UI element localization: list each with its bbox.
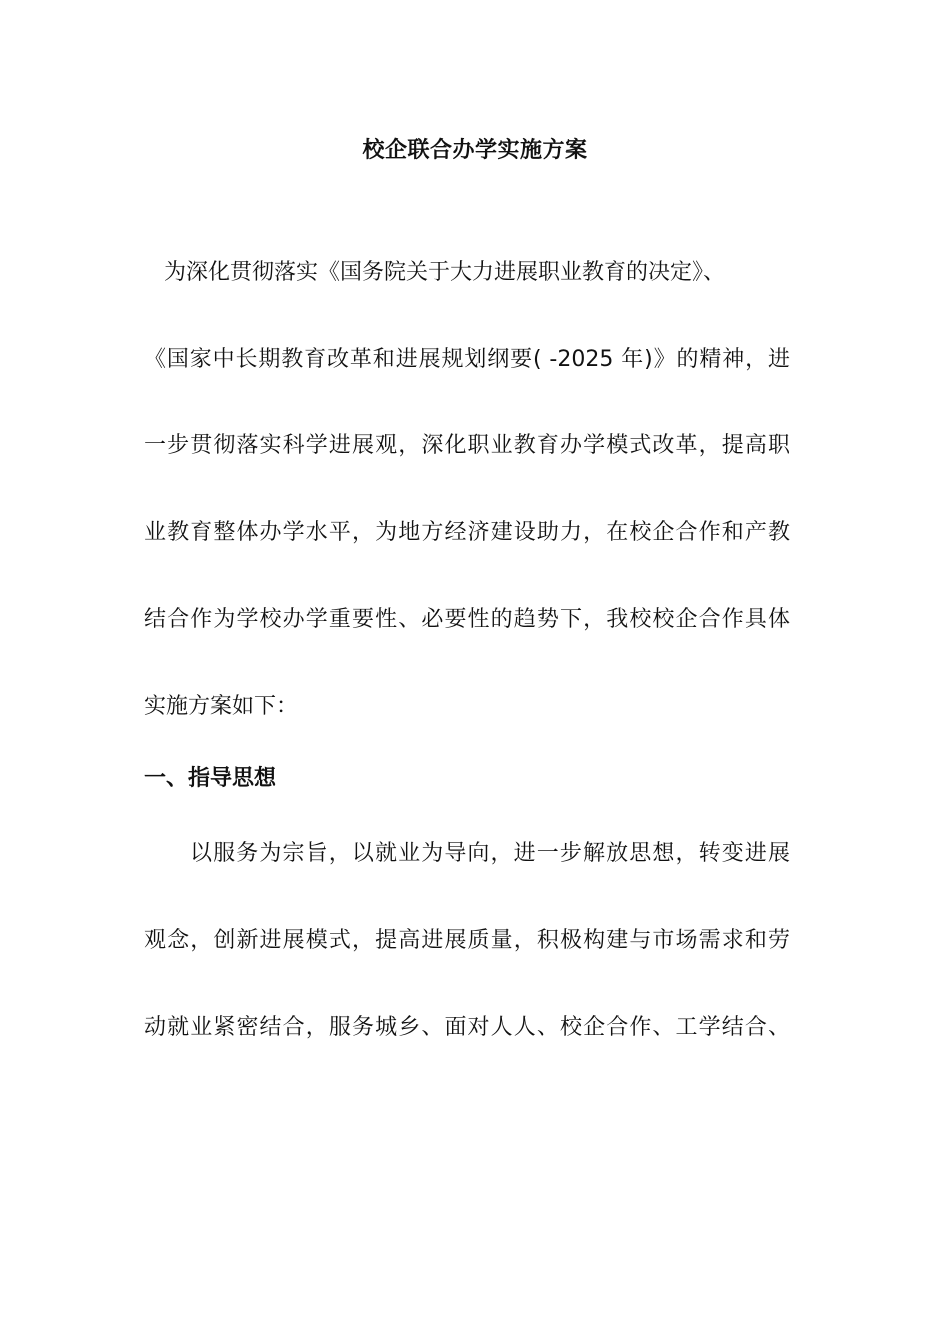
document-title: 校企联合办学实施方案 [362,138,588,163]
paragraph-line: 业教育整体办学水平，为地方经济建设助力，在校企合作和产教 [144,520,790,545]
paragraph-line: 实施方案如下： [144,694,299,719]
paragraph-line: 动就业紧密结合，服务城乡、面对人人、校企合作、工学结合、 [144,1015,790,1040]
paragraph-line: 一步贯彻落实科学进展观，深化职业教育办学模式改革，提高职 [144,433,790,458]
paragraph-line: 《国家中长期教育改革和进展规划纲要( -2025 年)》的精神，进 [144,347,790,372]
paragraph-line: 观念，创新进展模式，提高进展质量，积极构建与市场需求和劳 [144,928,790,953]
paragraph-line: 以服务为宗旨，以就业为导向，进一步解放思想，转变进展 [190,841,790,866]
paragraph-line: 结合作为学校办学重要性、必要性的趋势下，我校校企合作具体 [144,607,790,632]
section-heading: 一、指导思想 [144,766,277,791]
paragraph-line: 为深化贯彻落实《国务院关于大力进展职业教育的决定》、 [164,260,726,285]
